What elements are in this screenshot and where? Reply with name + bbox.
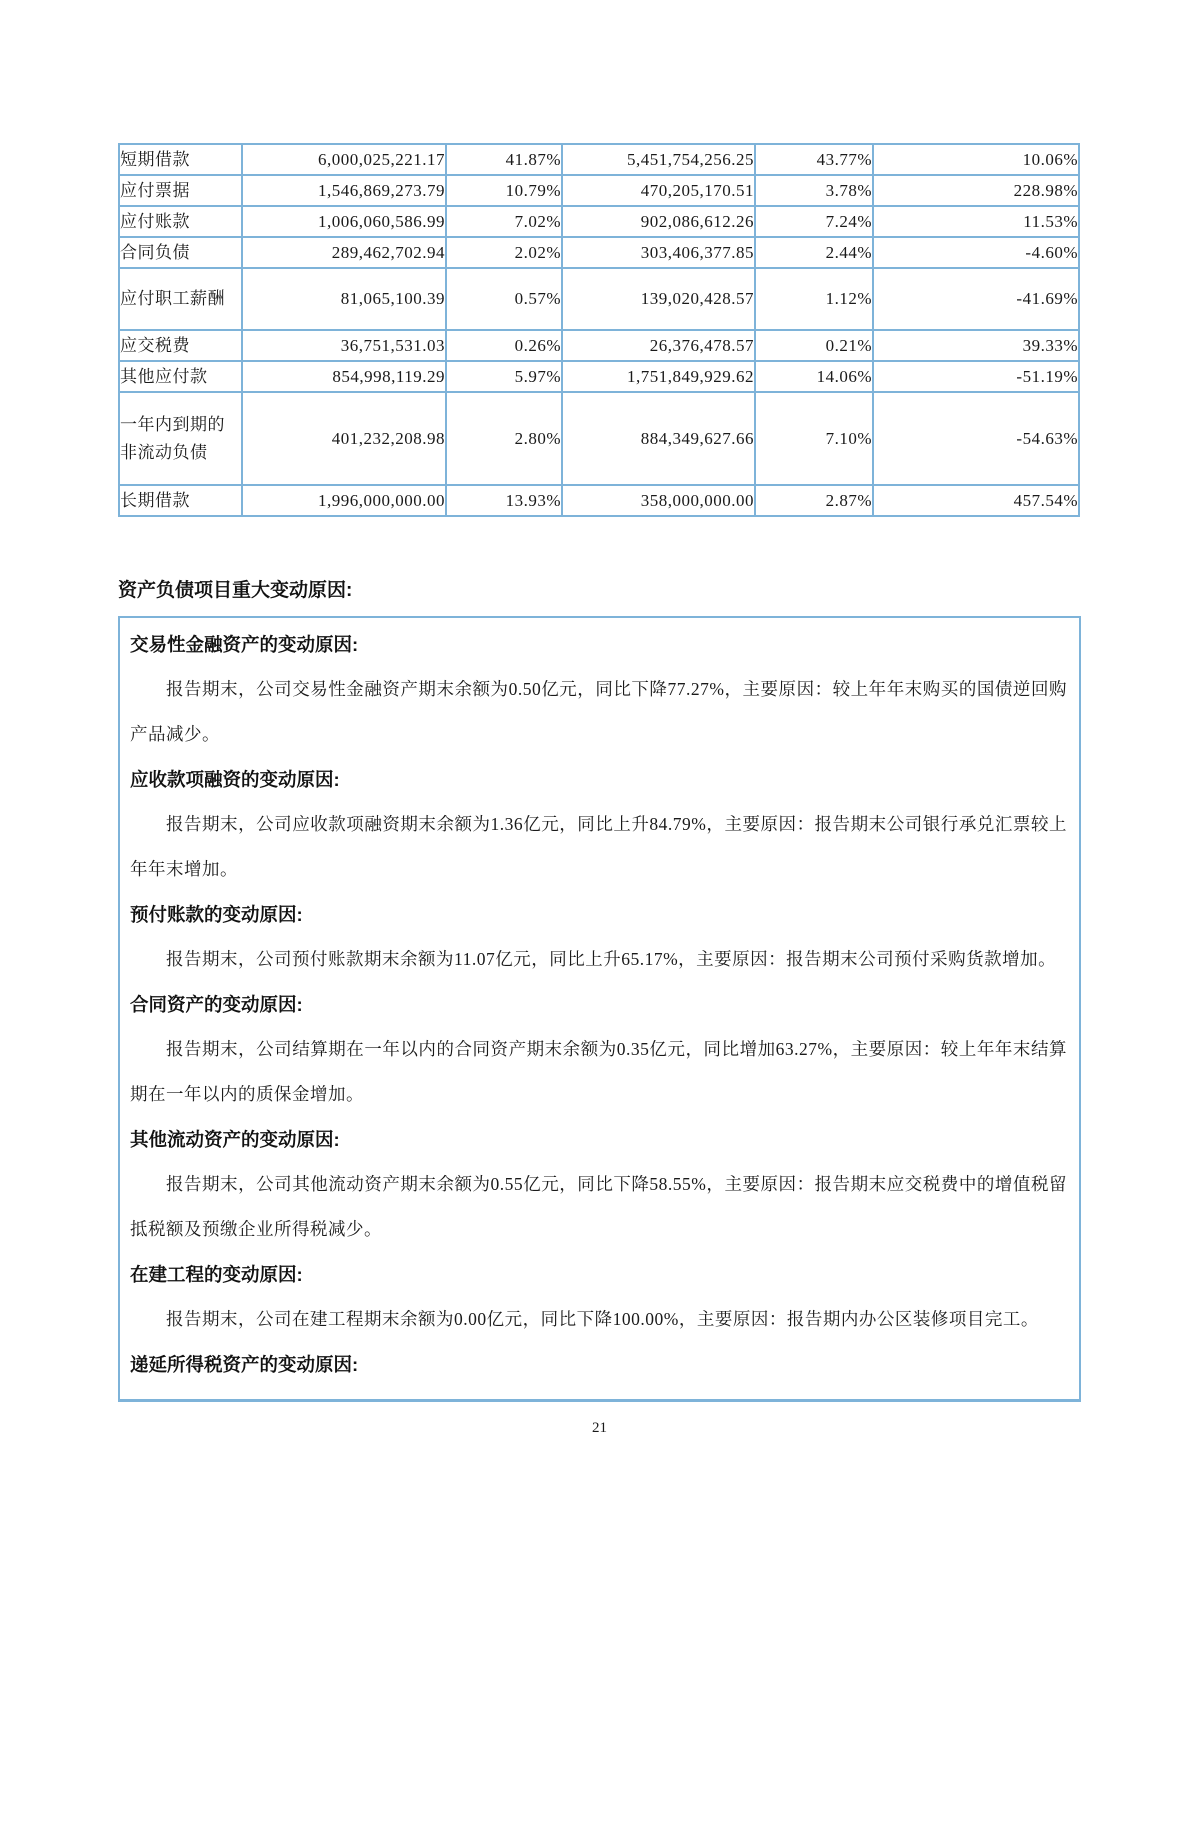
amount-cell: 902,086,612.26 bbox=[562, 206, 755, 237]
reason-heading: 应收款项融资的变动原因: bbox=[130, 769, 340, 790]
row-label-cell: 合同负债 bbox=[119, 237, 242, 268]
amount-cell: 81,065,100.39 bbox=[242, 268, 446, 330]
change-percent-cell: -54.63% bbox=[873, 392, 1079, 485]
amount-cell: 6,000,025,221.17 bbox=[242, 144, 446, 175]
amount-cell: 1,546,869,273.79 bbox=[242, 175, 446, 206]
percent-cell: 2.80% bbox=[446, 392, 562, 485]
percent-cell: 43.77% bbox=[755, 144, 873, 175]
reason-section bbox=[130, 622, 1067, 757]
table-row bbox=[119, 237, 1079, 268]
reason-body: 报告期末，公司预付账款期末余额为11.07亿元，同比上升65.17%，主要原因：报告期末公司预付采购货款增加。 bbox=[166, 949, 1057, 969]
percent-cell: 0.21% bbox=[755, 330, 873, 361]
percent-cell: 2.02% bbox=[446, 237, 562, 268]
change-percent-cell: -4.60% bbox=[873, 237, 1079, 268]
percent-cell: 7.02% bbox=[446, 206, 562, 237]
change-percent-cell: 39.33% bbox=[873, 330, 1079, 361]
reason-heading: 递延所得税资产的变动原因: bbox=[130, 1354, 359, 1375]
amount-cell: 139,020,428.57 bbox=[562, 268, 755, 330]
percent-cell: 5.97% bbox=[446, 361, 562, 392]
reason-body: 报告期末，公司交易性金融资产期末余额为0.50亿元，同比下降77.27%，主要原因：较上年年末购买的国债逆回购产品减少。 bbox=[130, 679, 1067, 744]
percent-cell: 2.44% bbox=[755, 237, 873, 268]
amount-cell: 1,996,000,000.00 bbox=[242, 485, 446, 516]
amount-cell: 1,751,849,929.62 bbox=[562, 361, 755, 392]
change-percent-cell: -41.69% bbox=[873, 268, 1079, 330]
document-page bbox=[118, 143, 1081, 1437]
amount-cell: 289,462,702.94 bbox=[242, 237, 446, 268]
reason-section bbox=[130, 892, 1067, 982]
reason-heading: 合同资产的变动原因: bbox=[130, 994, 303, 1015]
reason-section bbox=[130, 1342, 1067, 1387]
row-label-cell: 应付票据 bbox=[119, 175, 242, 206]
percent-cell: 1.12% bbox=[755, 268, 873, 330]
reason-section bbox=[130, 982, 1067, 1117]
percent-cell: 13.93% bbox=[446, 485, 562, 516]
section-title: 资产负债项目重大变动原因: bbox=[118, 580, 353, 601]
table-row bbox=[119, 268, 1079, 330]
page-number: 21 bbox=[592, 1420, 607, 1436]
percent-cell: 2.87% bbox=[755, 485, 873, 516]
table-row bbox=[119, 175, 1079, 206]
row-label-cell: 长期借款 bbox=[119, 485, 242, 516]
table-row bbox=[119, 485, 1079, 516]
reason-heading: 交易性金融资产的变动原因: bbox=[130, 634, 359, 655]
amount-cell: 854,998,119.29 bbox=[242, 361, 446, 392]
reason-body: 报告期末，公司应收款项融资期末余额为1.36亿元，同比上升84.79%，主要原因：报告期末公司银行承兑汇票较上年年末增加。 bbox=[130, 814, 1067, 879]
change-percent-cell: 11.53% bbox=[873, 206, 1079, 237]
amount-cell: 303,406,377.85 bbox=[562, 237, 755, 268]
percent-cell: 0.57% bbox=[446, 268, 562, 330]
amount-cell: 36,751,531.03 bbox=[242, 330, 446, 361]
percent-cell: 14.06% bbox=[755, 361, 873, 392]
reason-heading: 在建工程的变动原因: bbox=[130, 1264, 303, 1285]
percent-cell: 3.78% bbox=[755, 175, 873, 206]
row-label-cell: 应付职工薪酬 bbox=[119, 268, 242, 330]
percent-cell: 7.24% bbox=[755, 206, 873, 237]
percent-cell: 0.26% bbox=[446, 330, 562, 361]
percent-cell: 41.87% bbox=[446, 144, 562, 175]
percent-cell: 10.79% bbox=[446, 175, 562, 206]
row-label-cell: 其他应付款 bbox=[119, 361, 242, 392]
reason-section bbox=[130, 1252, 1067, 1342]
amount-cell: 358,000,000.00 bbox=[562, 485, 755, 516]
table-row bbox=[119, 330, 1079, 361]
amount-cell: 401,232,208.98 bbox=[242, 392, 446, 485]
reason-heading: 预付账款的变动原因: bbox=[130, 904, 303, 925]
reason-body: 报告期末，公司结算期在一年以内的合同资产期末余额为0.35亿元，同比增加63.27%，主要原因：较上年年末结算期在一年以内的质保金增加。 bbox=[130, 1039, 1067, 1104]
reason-section bbox=[130, 1117, 1067, 1252]
reason-body: 报告期末，公司在建工程期末余额为0.00亿元，同比下降100.00%，主要原因：报告期内办公区装修项目完工。 bbox=[166, 1309, 1039, 1329]
amount-cell: 5,451,754,256.25 bbox=[562, 144, 755, 175]
row-label-cell: 短期借款 bbox=[119, 144, 242, 175]
change-reasons-box bbox=[118, 616, 1081, 1402]
row-label-cell: 应付账款 bbox=[119, 206, 242, 237]
table-row bbox=[119, 144, 1079, 175]
amount-cell: 26,376,478.57 bbox=[562, 330, 755, 361]
financial-table bbox=[118, 143, 1080, 517]
row-label-cell: 一年内到期的非流动负债 bbox=[119, 392, 242, 485]
percent-cell: 7.10% bbox=[755, 392, 873, 485]
change-percent-cell: 10.06% bbox=[873, 144, 1079, 175]
change-percent-cell: 457.54% bbox=[873, 485, 1079, 516]
change-percent-cell: -51.19% bbox=[873, 361, 1079, 392]
amount-cell: 470,205,170.51 bbox=[562, 175, 755, 206]
change-percent-cell: 228.98% bbox=[873, 175, 1079, 206]
amount-cell: 1,006,060,586.99 bbox=[242, 206, 446, 237]
reason-heading: 其他流动资产的变动原因: bbox=[130, 1129, 340, 1150]
table-row bbox=[119, 206, 1079, 237]
reason-section bbox=[130, 757, 1067, 892]
amount-cell: 884,349,627.66 bbox=[562, 392, 755, 485]
reason-body: 报告期末，公司其他流动资产期末余额为0.55亿元，同比下降58.55%，主要原因：报告期末应交税费中的增值税留抵税额及预缴企业所得税减少。 bbox=[130, 1174, 1067, 1239]
table-row bbox=[119, 361, 1079, 392]
table-row bbox=[119, 392, 1079, 485]
row-label-cell: 应交税费 bbox=[119, 330, 242, 361]
